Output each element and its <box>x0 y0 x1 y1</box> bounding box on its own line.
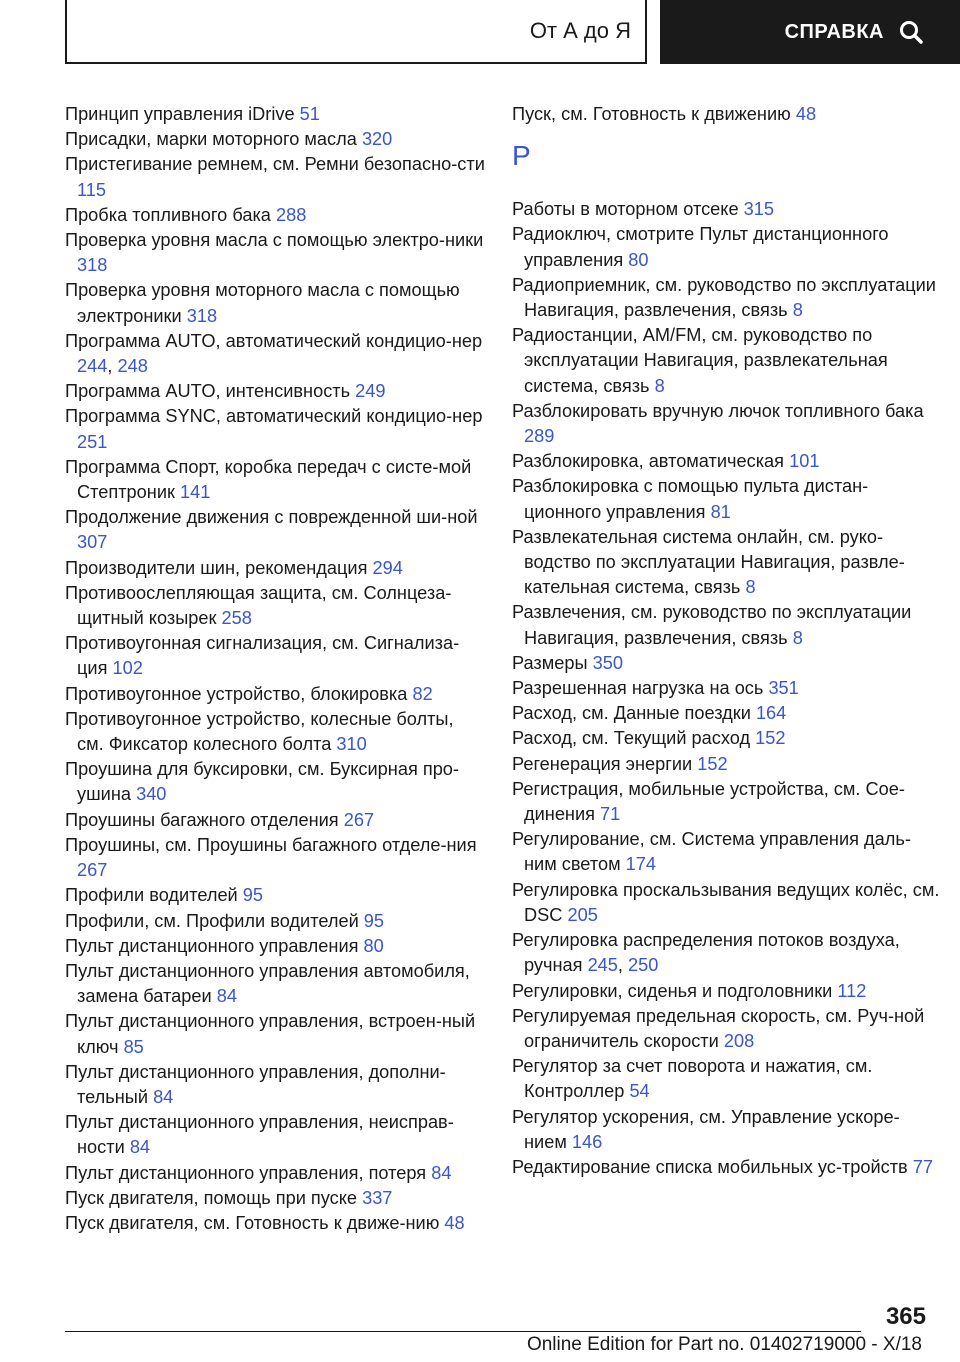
index-column-left <box>65 102 485 1236</box>
edition-text: Online Edition for Part no. 01402719000 - X/18 <box>526 1334 922 1355</box>
entry-text: Разблокировка, автоматическая <box>512 451 785 472</box>
entry-pages <box>336 734 366 754</box>
page-link[interactable]: 84 <box>216 986 237 1007</box>
page-link[interactable]: 337 <box>362 1187 393 1208</box>
page-link[interactable]: 174 <box>625 854 656 875</box>
entry-text: Регулирование, см. Система управления даль-ним светом <box>512 829 911 875</box>
page-link[interactable]: 315 <box>743 199 774 220</box>
entry-pages <box>724 1031 754 1051</box>
entry-pages <box>745 577 755 597</box>
entry-text: Программа SYNC, автоматический кондицио-нер <box>65 406 483 427</box>
index-entry <box>512 752 942 777</box>
index-entry <box>65 228 485 278</box>
page-link[interactable]: 80 <box>363 935 384 956</box>
entry-pages <box>593 653 623 673</box>
entry-pages <box>755 728 785 748</box>
entry-text: Проушины, см. Проушины багажного отделе-ния <box>65 834 477 855</box>
index-entry <box>512 878 942 928</box>
index-entry <box>65 505 485 555</box>
entry-text: Противоугонное устройство, блокировка <box>65 683 408 704</box>
entry-text: Присадки, марки моторного масла <box>65 129 357 150</box>
entry-text: Расход, см. Данные поездки <box>512 703 751 724</box>
page-link[interactable]: 351 <box>768 678 799 699</box>
entry-text: Производители шин, рекомендация <box>65 557 368 578</box>
page-link[interactable]: 82 <box>412 683 433 704</box>
page-link[interactable]: 115 <box>77 179 106 200</box>
page-link[interactable]: 8 <box>654 375 665 396</box>
index-entry <box>512 449 942 474</box>
index-entry <box>65 278 485 328</box>
page-link[interactable]: 249 <box>355 381 386 402</box>
entry-pages <box>364 936 384 956</box>
entry-text: Разблокировка с помощью пульта дистан-ционного управления <box>512 476 869 522</box>
index-entry <box>65 329 485 379</box>
index-entry <box>65 1161 485 1186</box>
entry-pages <box>276 205 306 225</box>
entry-text: Регулировки, сиденья и подголовники <box>512 980 833 1001</box>
page-link[interactable]: 350 <box>592 652 624 673</box>
page-link[interactable]: 289 <box>524 426 555 447</box>
entry-pages <box>124 1037 144 1057</box>
entry-text: Принцип управления iDrive <box>65 104 295 124</box>
index-entry <box>512 273 942 323</box>
section-letter: Р <box>512 140 531 172</box>
entry-text: Продолжение движения с поврежденной ши-ной <box>65 507 478 528</box>
entry-pages <box>77 180 106 200</box>
page-link[interactable]: 71 <box>600 804 621 825</box>
entry-pages <box>793 628 803 648</box>
entry-pages <box>629 1081 649 1101</box>
page-link[interactable]: 8 <box>745 577 756 598</box>
entry-pages <box>793 300 803 320</box>
index-entry <box>512 827 942 877</box>
entry-pages <box>913 1157 933 1177</box>
entry-text: Разблокировать вручную лючок топливного бака <box>512 400 924 421</box>
index-column-right <box>512 102 942 1180</box>
index-entry <box>65 833 485 883</box>
index-entry <box>512 676 942 701</box>
entry-pages <box>77 532 107 552</box>
entry-pages <box>187 306 217 326</box>
entry-text: Противоугонное устройство, колесные болты, см. Фиксатор колесного болта <box>65 708 454 755</box>
entry-text: Пуск двигателя, см. Готовность к движе-нию <box>65 1212 440 1233</box>
entry-text: Пристегивание ремнем, см. Ремни безопасно-сти <box>65 154 485 175</box>
entry-pages <box>600 804 620 824</box>
index-entry <box>65 909 485 934</box>
entry-text: Работы в моторном отсеке <box>512 199 739 220</box>
entry-pages <box>789 451 819 471</box>
index-entry <box>65 556 485 581</box>
entry-text: Регулируемая предельная скорость, см. Руч-ной ограничитель скорости <box>512 1005 925 1051</box>
entry-text: Проверка уровня масла с помощью электро-ники <box>65 230 484 251</box>
entry-text: Пуск, см. Готовность к движению <box>512 104 791 124</box>
entry-pages <box>364 911 384 931</box>
entry-text: Развлечения, см. руководство по эксплуатации Навигация, развлечения, связь <box>512 602 912 648</box>
entry-pages <box>136 784 166 804</box>
page-link[interactable]: 245 <box>587 955 618 976</box>
entry-text: Регулятор ускорения, см. Управление ускоре-нием <box>512 1106 900 1152</box>
help-tab-label: СПРАВКА <box>784 20 884 43</box>
entry-text: Противоугонная сигнализация, см. Сигнализа-ция <box>65 633 460 679</box>
page-link[interactable]: 95 <box>363 910 385 931</box>
entry-text: Разрешенная нагрузка на ось <box>512 678 764 699</box>
search-icon <box>898 19 924 45</box>
entry-pages <box>444 1213 464 1233</box>
page-link[interactable]: 288 <box>275 204 307 225</box>
index-entry <box>65 102 485 127</box>
entry-pages <box>412 684 432 704</box>
page-link[interactable]: 267 <box>343 809 375 830</box>
entry-pages <box>217 986 237 1006</box>
entry-text: Программа AUTO, интенсивность <box>65 381 351 402</box>
page-link[interactable]: 77 <box>912 1156 934 1177</box>
entry-pages <box>655 376 665 396</box>
page-link[interactable]: 85 <box>123 1036 144 1057</box>
entry-text: Профили водителей <box>65 885 238 906</box>
entry-pages <box>77 860 107 880</box>
entry-text: Развлекательная система онлайн, см. руко-водство по эксплуатации Навигация, развле-кательная система, связь <box>512 526 905 598</box>
entry-pages <box>572 1132 602 1152</box>
entry-pages <box>837 981 866 1001</box>
index-entry <box>512 399 942 449</box>
index-entry <box>65 455 485 505</box>
entry-pages: 244, 248 <box>77 356 148 377</box>
entry-pages <box>431 1163 451 1183</box>
index-entry <box>65 152 485 202</box>
page-link[interactable]: 318 <box>77 255 108 276</box>
index-entry <box>512 701 942 726</box>
page-link[interactable]: 101 <box>789 451 820 472</box>
entry-pages <box>130 1137 150 1157</box>
index-tab[interactable] <box>65 0 647 64</box>
index-tab-label: От А до Я <box>529 18 631 43</box>
page-link[interactable]: 84 <box>153 1086 174 1107</box>
index-entry <box>512 197 942 222</box>
entry-pages <box>344 810 374 830</box>
index-entry <box>512 777 942 827</box>
index-entry <box>65 203 485 228</box>
index-entry <box>65 1110 485 1160</box>
page-link[interactable]: 340 <box>136 784 167 805</box>
footer-edition <box>527 1334 922 1356</box>
page-link[interactable]: 248 <box>117 356 148 377</box>
entry-text: Пульт дистанционного управления <box>65 935 359 956</box>
page-link[interactable]: 141 <box>180 482 211 503</box>
index-entry <box>512 323 942 399</box>
index-entry <box>512 102 942 127</box>
page-link[interactable]: 112 <box>837 980 867 1001</box>
page-link[interactable]: 307 <box>77 532 108 553</box>
entry-pages <box>113 658 143 678</box>
index-entry <box>512 1105 942 1155</box>
index-entry <box>512 928 942 978</box>
index-entry <box>512 651 942 676</box>
entry-pages <box>697 754 727 774</box>
entry-pages <box>300 104 320 124</box>
page-link[interactable]: 320 <box>361 129 393 150</box>
index-entry <box>512 1155 942 1180</box>
page-link[interactable]: 152 <box>755 728 786 749</box>
entry-text: Радиоприемник, см. руководство по эксплуатации Навигация, развлечения, связь <box>512 274 936 321</box>
page-link[interactable]: 102 <box>112 658 143 679</box>
index-entry <box>65 1009 485 1059</box>
entry-text: Программа AUTO, автоматический кондицио-нер <box>65 330 483 351</box>
entry-text: Пульт дистанционного управления, встроен-ный ключ <box>65 1011 476 1057</box>
page-link[interactable]: 8 <box>792 300 803 321</box>
entry-pages <box>567 905 597 925</box>
page-link[interactable]: 8 <box>792 627 803 648</box>
page-link[interactable]: 208 <box>723 1030 755 1051</box>
entry-pages <box>628 250 648 270</box>
index-entry <box>65 934 485 959</box>
entry-pages <box>77 255 107 275</box>
page-link[interactable]: 84 <box>431 1162 452 1183</box>
entry-pages <box>77 432 107 452</box>
index-entry <box>65 883 485 908</box>
index-entry <box>512 1054 942 1104</box>
page-link[interactable]: 84 <box>129 1137 151 1158</box>
footer-divider <box>65 1331 861 1332</box>
index-entry <box>512 979 942 1004</box>
page-link[interactable]: 146 <box>571 1131 603 1152</box>
entry-text: Регенерация энергии <box>512 753 693 774</box>
entry-text: Редактирование списка мобильных ус-тройств <box>512 1156 908 1177</box>
entry-text: Проверка уровня моторного масла с помощью электроники <box>65 280 460 326</box>
index-entry <box>65 707 485 757</box>
entry-text: Пульт дистанционного управления автомобиля, замена батареи <box>65 960 470 1007</box>
entry-text: Радиостанции, AM/FM, см. руководство по эксплуатации Навигация, развлекательная система, связь <box>512 325 888 396</box>
entry-text: Пульт дистанционного управления, неисправ-ности <box>65 1112 454 1158</box>
page-link[interactable]: 251 <box>77 431 108 452</box>
page-link[interactable]: 81 <box>710 501 731 522</box>
index-entry <box>512 474 942 524</box>
entry-text: Регулировка проскальзывания ведущих колёс, см. DSC <box>512 879 940 925</box>
page-link[interactable]: 205 <box>567 904 598 925</box>
page-link[interactable]: 152 <box>697 753 728 774</box>
entry-text: Программа Спорт, коробка передач с систе-мой Стептроник <box>65 456 472 503</box>
entry-pages <box>222 608 252 628</box>
page-link[interactable]: 80 <box>628 249 649 270</box>
index-entry <box>65 379 485 404</box>
entry-pages <box>524 426 554 446</box>
index-entry <box>65 959 485 1009</box>
entry-text: Профили, см. Профили водителей <box>65 910 359 931</box>
entry-text: Размеры <box>512 652 588 673</box>
entry-pages <box>768 678 798 698</box>
entry-text: Противоослепляющая защита, см. Солнцеза-щитный козырек <box>65 582 452 629</box>
entry-pages <box>626 854 656 874</box>
entry-text: Регулятор за счет поворота и нажатия, см. Контроллер <box>512 1056 873 1102</box>
page-link[interactable]: 310 <box>336 734 367 755</box>
index-entry <box>65 682 485 707</box>
entry-pages <box>756 703 786 723</box>
entry-text: Радиоключ, смотрите Пульт дистанционного управления <box>512 224 889 270</box>
index-entry <box>65 1186 485 1211</box>
help-tab[interactable] <box>660 0 960 64</box>
entry-pages <box>796 104 816 124</box>
index-entry <box>65 757 485 807</box>
page-link[interactable]: 250 <box>628 955 659 976</box>
entry-pages <box>362 129 392 149</box>
page-link[interactable]: 95 <box>242 885 264 906</box>
index-entry <box>512 222 942 272</box>
index-entry <box>512 726 942 751</box>
index-entry <box>512 1004 942 1054</box>
page-link[interactable]: 267 <box>77 860 108 881</box>
entry-pages: 245, 250 <box>587 955 659 976</box>
index-entry <box>512 600 942 650</box>
page-link[interactable]: 54 <box>629 1081 650 1102</box>
page-link[interactable]: 244 <box>77 356 108 377</box>
index-entry <box>65 808 485 833</box>
index-entry <box>65 631 485 681</box>
page-link[interactable]: 48 <box>444 1212 465 1233</box>
index-entry <box>65 1060 485 1110</box>
entry-text: Пуск двигателя, помощь при пуске <box>65 1187 358 1208</box>
entry-text: Регистрация, мобильные устройства, см. Сое-динения <box>512 778 905 825</box>
index-entry <box>65 581 485 631</box>
entry-pages <box>711 502 731 522</box>
entry-pages <box>362 1188 392 1208</box>
index-entry <box>65 1211 485 1236</box>
entry-text: Проушины багажного отделения <box>65 809 339 830</box>
entry-text: Пульт дистанционного управления, потеря <box>65 1162 427 1183</box>
page-link[interactable]: 294 <box>372 557 403 578</box>
page-link[interactable]: 164 <box>755 703 787 724</box>
index-entry <box>512 525 942 601</box>
entry-pages <box>355 381 385 401</box>
entry-pages <box>153 1087 173 1107</box>
entry-text: Регулировка распределения потоков воздуха, ручная <box>512 930 900 976</box>
entry-pages <box>243 885 263 905</box>
index-entry <box>65 127 485 152</box>
page-link[interactable]: 48 <box>795 104 817 124</box>
page-number: 365 <box>885 1303 926 1330</box>
entry-text: Проушина для буксировки, см. Буксирная про-ушина <box>65 759 459 805</box>
page-link[interactable]: 51 <box>299 104 320 124</box>
entry-pages <box>744 199 774 219</box>
page-link[interactable]: 318 <box>186 305 218 326</box>
entry-pages <box>180 482 210 502</box>
entry-text: Пульт дистанционного управления, дополни-тельный <box>65 1061 446 1107</box>
index-entry <box>65 404 485 454</box>
page-link[interactable]: 258 <box>221 608 252 629</box>
entry-text: Расход, см. Текущий расход <box>512 728 751 749</box>
entry-pages <box>373 558 403 578</box>
entry-text: Пробка топливного бака <box>65 204 271 225</box>
